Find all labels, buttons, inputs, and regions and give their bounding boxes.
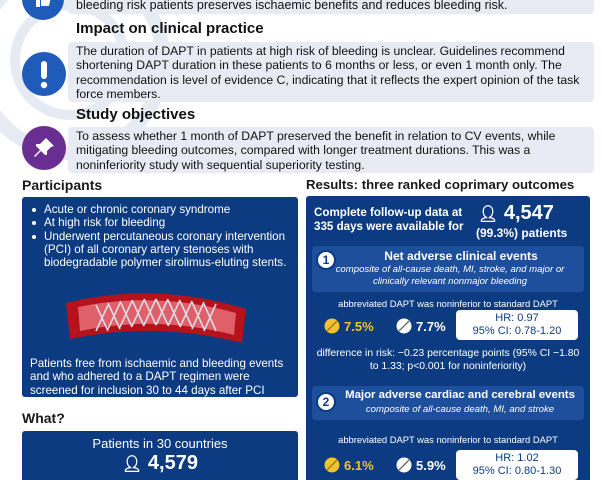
outcome1-rate-b: 7.7% bbox=[416, 319, 446, 334]
pill-yellow-icon bbox=[324, 318, 340, 339]
outcome2-hr: HR: 1.02 bbox=[495, 452, 539, 464]
participants-note: Patients free from ischaemic and bleeding events and who adhered to a DAPT regimen were screened for inclusion 30 to 44 days after PCI bbox=[30, 357, 284, 397]
outcome1-hr: HR: 0.97 bbox=[495, 312, 539, 324]
outcome1-hr-box bbox=[456, 310, 578, 340]
outcome1-rate-a: 7.5% bbox=[344, 319, 374, 334]
bullet-item: At high risk for bleeding bbox=[30, 216, 290, 229]
impact-body: The duration of DAPT in patients at high risk of bleeding is unclear. Guidelines recommend shortening DAPT duration in these patients to 6 months or less, or even 1 month only. The recommendation is level of evidence C, indicating that it reflects the expert opinion of the task force members. bbox=[76, 44, 580, 101]
results-panel bbox=[306, 196, 590, 480]
outcome1-desc: composite of all-cause death, MI, stroke, and major or clinically relevant nonmajor bleeding bbox=[335, 264, 565, 287]
outcome1-title: Net adverse clinical events bbox=[384, 249, 538, 263]
outcome2-verdict: abbreviated DAPT was noninferior to standard DAPT bbox=[338, 434, 558, 445]
outcome2-hr-box bbox=[456, 450, 578, 480]
outcome1-diff: difference in risk: −0.23 percentage points (95% CI −1.80 to 1.33; p<0.001 for noninferiority) bbox=[316, 348, 580, 372]
outcome2-desc: composite of all-cause death, MI, and stroke bbox=[365, 404, 555, 415]
followup-count: 4,547 bbox=[503, 202, 554, 224]
pill-yellow-icon bbox=[324, 457, 340, 478]
bullet-item: Acute or chronic coronary syndrome bbox=[30, 203, 290, 216]
participants-panel bbox=[22, 197, 298, 397]
summary-band bbox=[68, 0, 594, 14]
outcome2-ci: 95% CI: 0.80-1.30 bbox=[472, 465, 562, 477]
pill-white-icon bbox=[396, 318, 412, 339]
objectives-title: Study objectives bbox=[76, 106, 196, 123]
outcome2-number: 2 bbox=[316, 392, 336, 412]
patient-count-row bbox=[22, 452, 298, 475]
pill-white-icon bbox=[396, 457, 412, 478]
summary-text: bleeding risk patients preserves ischaemic benefits and reduces bleeding risk. bbox=[76, 0, 508, 12]
participants-title: Participants bbox=[22, 177, 103, 193]
person-icon: 👤︎ bbox=[122, 456, 143, 473]
objectives-body: To assess whether 1 month of DAPT preserved the benefit in relation to CV events, while mitigating bleeding outcomes, compared with longer treatment durations. This was a noninferiority study with sequential superiority testing. bbox=[76, 129, 556, 172]
outcome2-rate-b: 5.9% bbox=[416, 458, 446, 473]
followup-text: Complete follow-up data at 335 days were available for bbox=[314, 206, 464, 233]
bullet-item: Underwent percutaneous coronary intervention (PCI) of all coronary artery stenoses with biodegradable polymer sirolimus-eluting stents. bbox=[30, 230, 290, 270]
followup-pct: (99.3%) patients bbox=[476, 226, 568, 240]
outcome2-rate-a: 6.1% bbox=[344, 458, 374, 473]
outcome1-ci: 95% CI: 0.78-1.20 bbox=[472, 325, 562, 337]
results-title: Results: three ranked coprimary outcomes bbox=[306, 177, 575, 192]
patient-count: 4,579 bbox=[147, 452, 198, 474]
participants-bullets bbox=[30, 203, 290, 269]
impact-band bbox=[68, 42, 594, 102]
what-panel bbox=[22, 431, 298, 480]
outcome1-header bbox=[312, 246, 584, 292]
followup-count-row bbox=[478, 202, 554, 225]
person-icon: 👤︎ bbox=[478, 206, 499, 223]
outcome1-number: 1 bbox=[316, 250, 336, 270]
pushpin-icon bbox=[22, 126, 66, 170]
what-title: What? bbox=[22, 410, 65, 426]
outcome1-verdict: abbreviated DAPT was noninferior to standard DAPT bbox=[338, 298, 558, 309]
objectives-band bbox=[68, 127, 594, 173]
impact-title: Impact on clinical practice bbox=[76, 20, 264, 37]
countries-text: Patients in 30 countries bbox=[92, 436, 228, 451]
stent-illustration bbox=[56, 287, 256, 353]
exclamation-icon bbox=[22, 52, 66, 96]
outcome2-title: Major adverse cardiac and cerebral events bbox=[345, 389, 575, 401]
outcome2-header bbox=[312, 386, 584, 420]
